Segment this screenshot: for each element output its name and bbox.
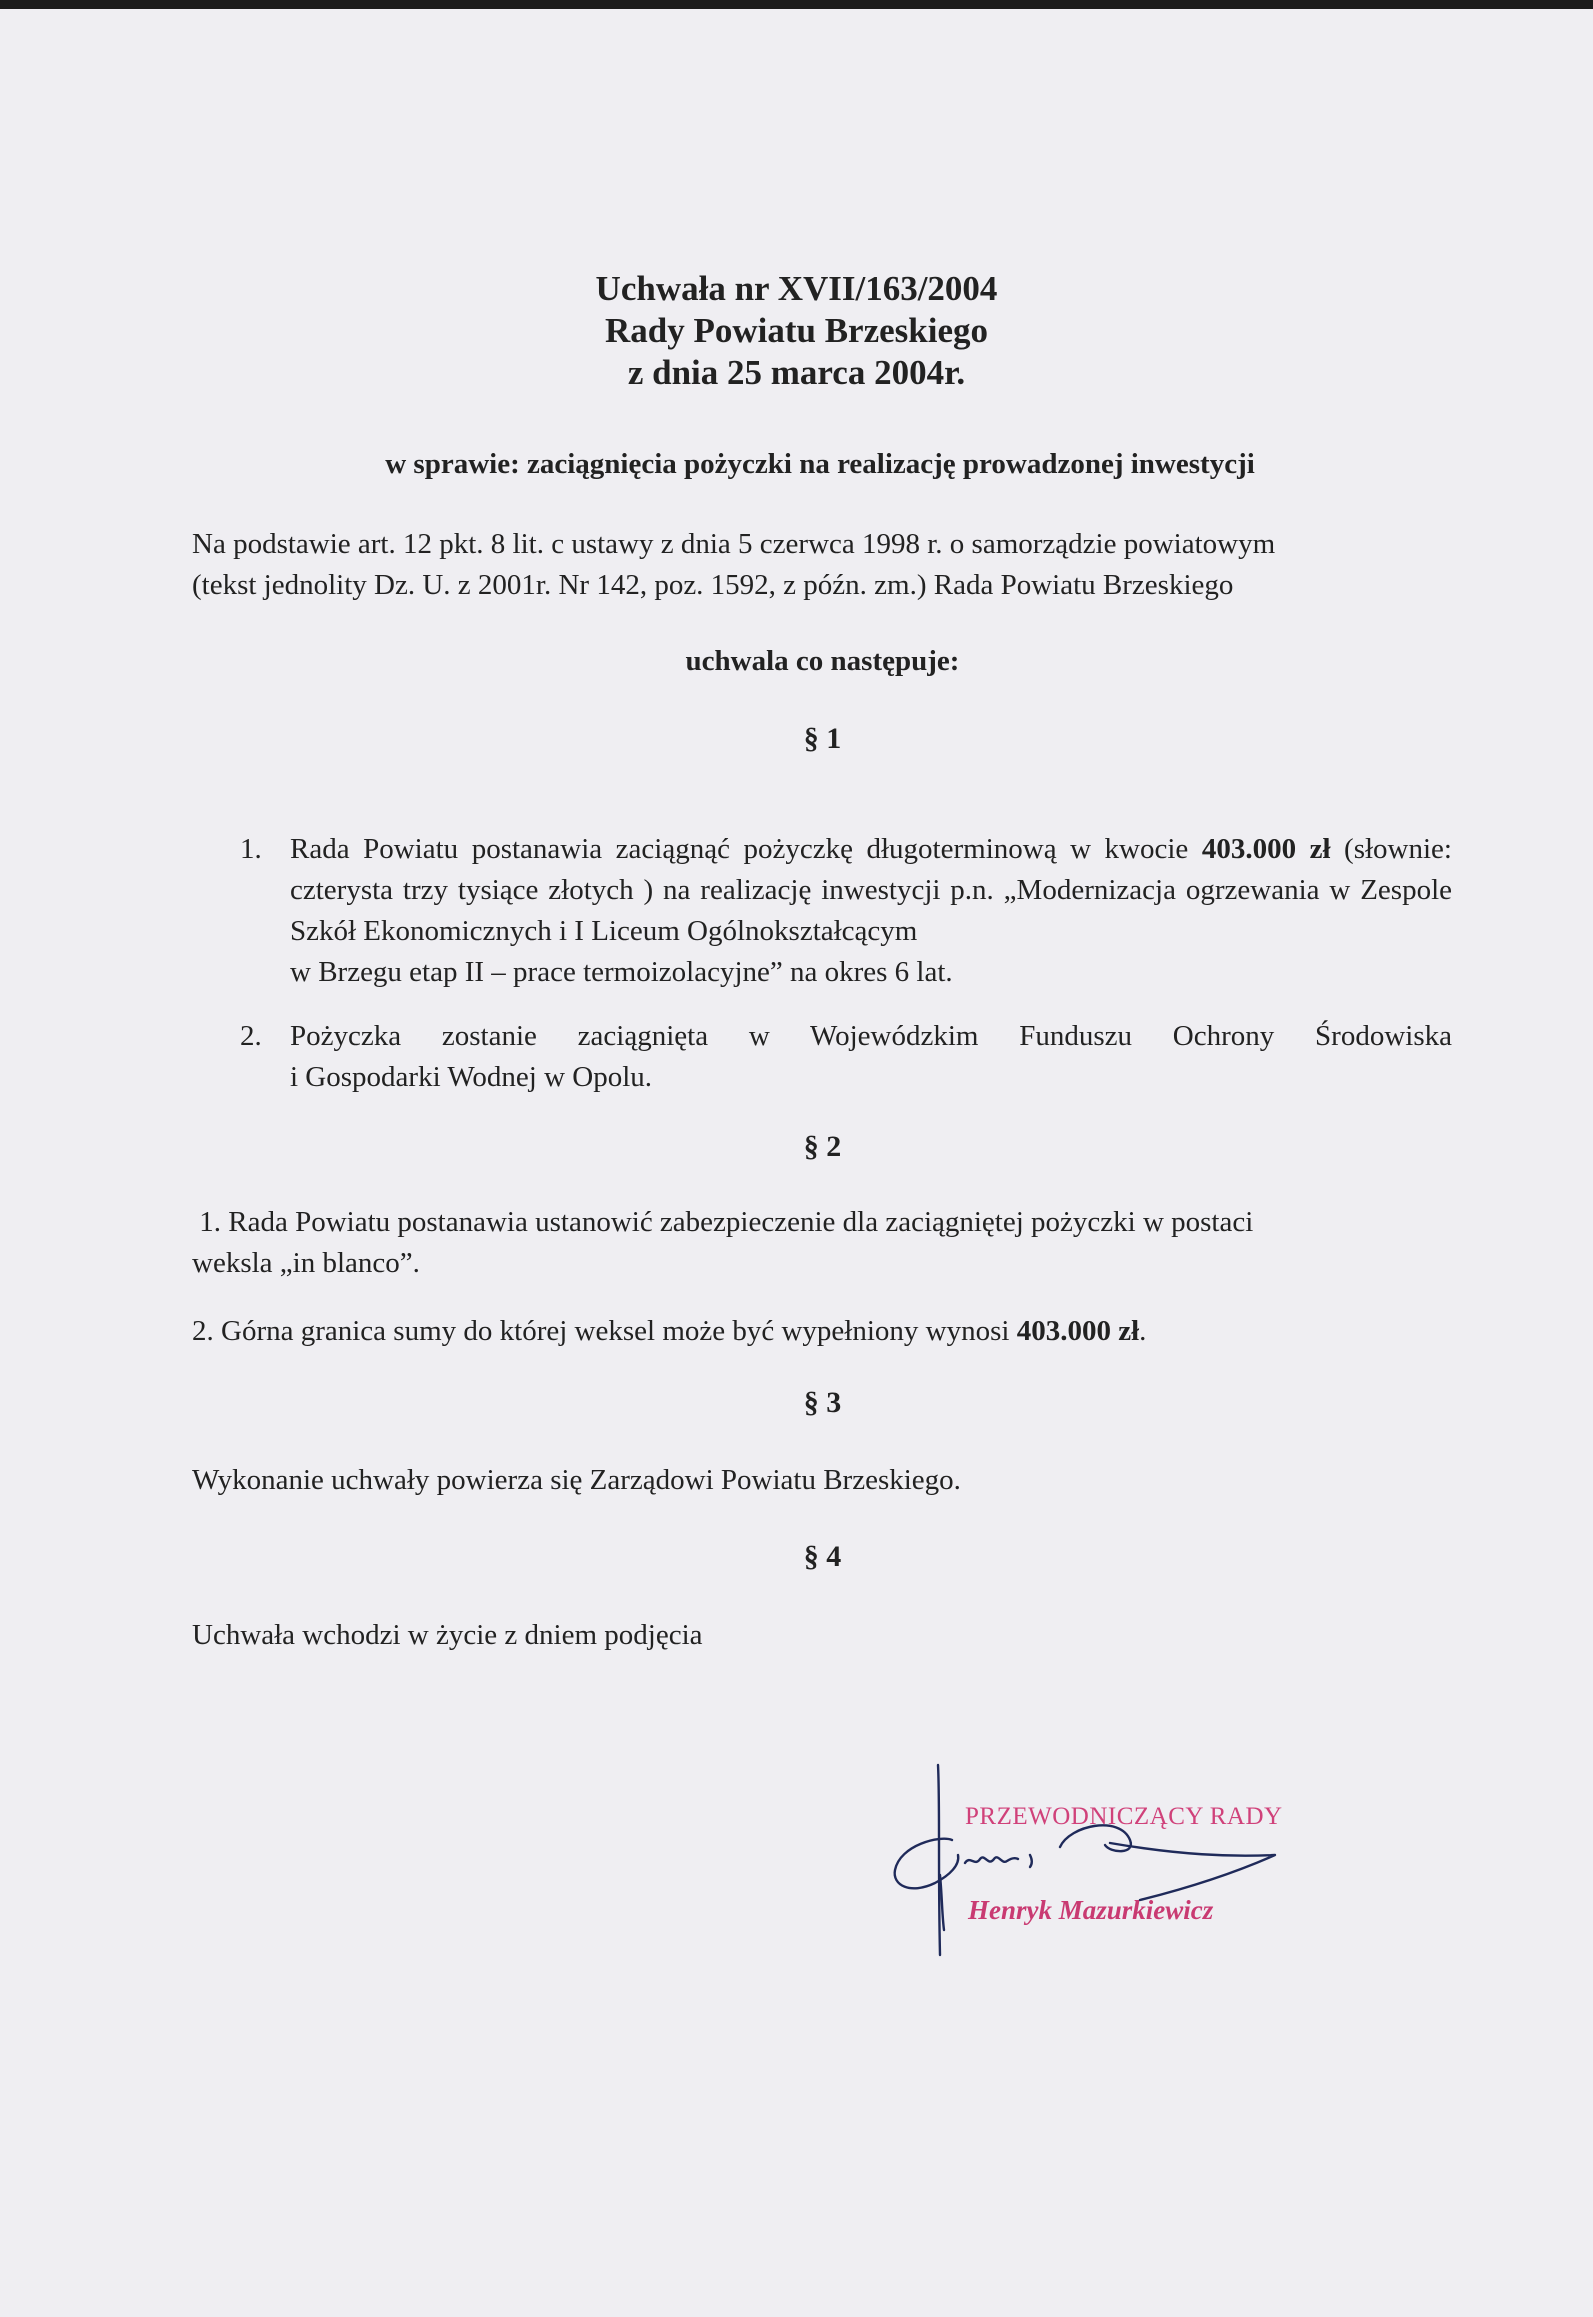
item-number: 2. — [240, 1020, 262, 1052]
council-name: Rady Powiatu Brzeskiego — [604, 311, 989, 350]
resolution-number: Uchwała nr XVII/163/2004 — [595, 269, 998, 308]
item-text-part: Rada Powiatu postanawia zaciągnąć pożyczkę długoterminową w kwocie — [290, 833, 1202, 865]
document-header — [0, 268, 1593, 394]
item-text-last-line: i Gospodarki Wodnej w Opolu. — [290, 1061, 653, 1093]
paragraph-text: . — [1139, 1315, 1147, 1347]
stamp-name: Henryk Mazurkiewicz — [968, 1895, 1214, 1925]
section-4-text: Uchwała wchodzi w życie z dniem podjęcia — [192, 1619, 703, 1651]
section-3-heading: § 3 — [803, 1386, 842, 1419]
stamp-title: PRZEWODNICZĄCY RADY — [965, 1803, 1283, 1830]
section-4-heading: § 4 — [803, 1540, 842, 1573]
section-2-paragraph-1 — [192, 1202, 1454, 1284]
preamble-line-2: (tekst jednolity Dz. U. z 2001r. Nr 142, poz. 1592, z późn. zm.) Rada Powiatu Brzeskiego — [192, 569, 1234, 601]
resolution-date: z dnia 25 marca 2004r. — [627, 353, 966, 392]
signature-stamp — [880, 1755, 1440, 1965]
resolves-heading: uchwala co następuje: — [685, 645, 960, 677]
paragraph-text: 2. Górna granica sumy do której weksel może być wypełniony wynosi — [192, 1315, 1017, 1347]
section-1-item-1 — [240, 829, 1452, 993]
handwritten-signature — [880, 1755, 1440, 1965]
scan-top-edge — [0, 0, 1593, 9]
section-3-text: Wykonanie uchwały powierza się Zarządowi Powiatu Brzeskiego. — [192, 1464, 961, 1496]
item-text — [290, 829, 1452, 993]
section-2-paragraph-2 — [192, 1311, 1454, 1352]
section-1-heading: § 1 — [803, 722, 842, 755]
item-text-last-line: w Brzegu etap II – prace termoizolacyjne” na okres 6 lat. — [290, 956, 953, 988]
paragraph-line: 1. Rada Powiatu postanawia ustanowić zabezpieczenie dla zaciągniętej pożyczki w postaci — [192, 1206, 1254, 1238]
preamble-line-1: Na podstawie art. 12 pkt. 8 lit. c ustawy z dnia 5 czerwca 1998 r. o samorządzie powiatowym — [192, 528, 1276, 560]
item-number: 1. — [240, 833, 262, 865]
item-text-part: (słownie: czterysta trzy tysiące złotych ) na realizację inwestycji p.n. „Modernizacja ogrzewania w Zespole Szkół Ekonomicznych i I Liceum Ogólnokształcącym — [290, 833, 1452, 947]
section-2-heading: § 2 — [803, 1130, 842, 1163]
item-text — [290, 1016, 1452, 1098]
preamble — [192, 524, 1454, 606]
item-text-line: Pożyczka zostanie zaciągnięta w Wojewódzkim Funduszu Ochrony Środowiska — [290, 1020, 1452, 1052]
max-amount: 403.000 zł — [1016, 1315, 1140, 1347]
loan-amount: 403.000 zł — [1201, 833, 1331, 865]
paragraph-line: weksla „in blanco”. — [192, 1247, 420, 1279]
section-1-item-2 — [240, 1016, 1452, 1098]
resolution-subject: w sprawie: zaciągnięcia pożyczki na realizację prowadzonej inwestycji — [385, 448, 1255, 480]
